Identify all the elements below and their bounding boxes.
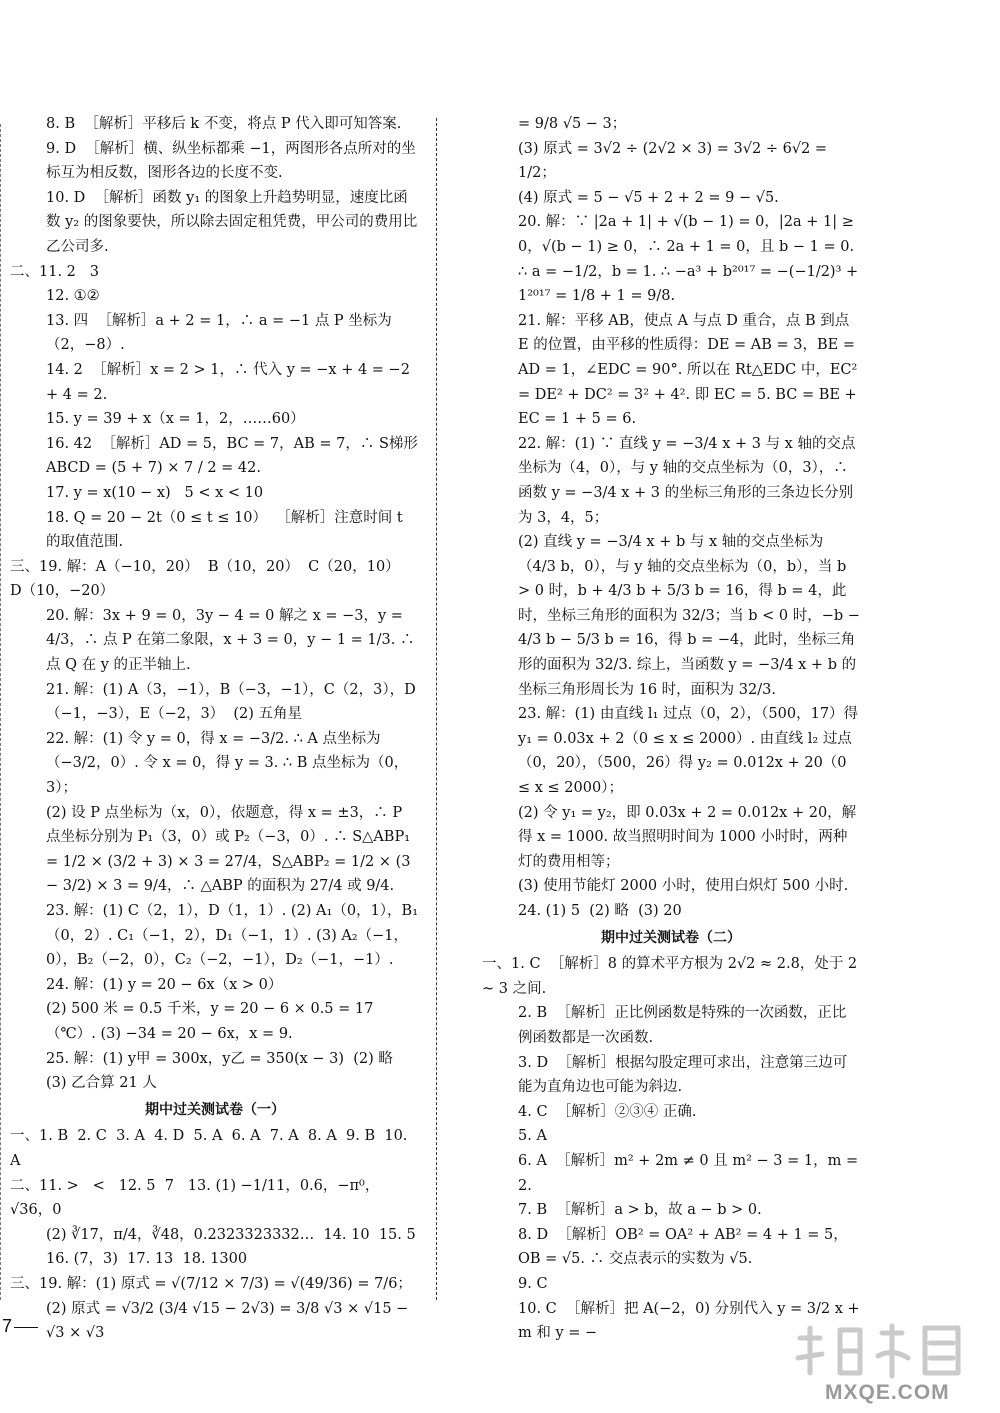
answer-line: 三、19. 解：A（−10，20） B（10，20） C（20，10） D（10，−20） [10, 558, 409, 600]
answer-line: (2) 直线 y = −3/4 x + b 与 x 轴的交点坐标为（4/3 b，0），与 y 轴的交点坐标为（0，b），当 b > 0 时，b + 4/3 b + 5/3 b = 16，得 b = 4，此时，坐标三角形的面积为 32/3；当 b < 0 时，−b − 4/3 b − 5/3 b = 16，得 b = −4，此时，坐标三角形的面积为 32/3. 综上，当函数 y = −3/4 x + b 的坐标三角形周长为 16 时，面积为 32/3. [518, 534, 865, 698]
answer-line: (2) 500 米 = 0.5 千米，y = 20 − 6 × 0.5 = 17（℃）. (3) −34 = 20 − 6x，x = 9. [46, 1001, 374, 1042]
answer-line: 13. 四 ［解析］a + 2 = 1，∴ a = −1 点 P 坐标为（2，−8）. [46, 312, 392, 354]
answer-line: 18. Q = 20 − 2t（0 ≤ t ≤ 10） ［解析］注意时间 t 的取值范围. [46, 509, 408, 551]
answer-line: 8. D ［解析］OB² = OA² + AB² = 4 + 1 = 5，OB = √5. ∴ 交点表示的实数为 √5. [518, 1226, 848, 1268]
answer-line: 10. D ［解析］函数 y₁ 的图象上升趋势明显，速度比函数 y₂ 的图象要快，所以除去固定租凭费，甲公司的费用比乙公司多. [46, 189, 418, 255]
left-margin-guide [0, 124, 1, 1300]
answer-line: 21. 解：平移 AB，使点 A 与点 D 重合，点 B 到点 E 的位置，由平移的性质得：DE = AB = 3，BE = AD = 1，∠EDC = 90°. 所以在 Rt△EDC 中，EC² = DE² + DC² = 3² + 4². 即 EC = 5. BC = BE + EC = 1 + 5 = 6. [518, 312, 862, 428]
answer-line: 二、11. > < 12. 5 7 13. (1) −1/11，0.6，−π⁰，√36，0 [10, 1177, 380, 1219]
left-column [10, 112, 425, 1346]
answer-line: (4) 原式 = 5 − √5 + 2 + 2 = 9 − √5. [518, 189, 779, 206]
answer-line: 9. C [518, 1275, 548, 1292]
answer-line: 3. D ［解析］根据勾股定理可求出，注意第三边可能为直角边也可能为斜边. [518, 1054, 848, 1096]
section-heading: 期中过关测试卷（一） [145, 1101, 285, 1118]
page-number: 7 [2, 1316, 13, 1336]
answer-line: 24. (1) 5 (2) 略 (3) 20 [518, 903, 682, 919]
right-column [482, 112, 865, 1346]
answer-line: 22. 解：(1) 令 y = 0，得 x = −3/2. ∴ A 点坐标为（−3/2，0）. 令 x = 0，得 y = 3. ∴ B 点坐标为（0，3）； [46, 730, 409, 797]
answer-line: (3) 原式 = 3√2 ÷ (2√2 × 3) = 3√2 ÷ 6√2 = 1/2； [518, 140, 832, 182]
answer-line: 10. C ［解析］把 A(−2，0) 分别代入 y = 3/2 x + m 和 y = − [518, 1300, 865, 1342]
answer-line: 14. 2 ［解析］x = 2 > 1，∴ 代入 y = −x + 4 = −2 + 4 = 2. [46, 361, 415, 403]
section-heading: 期中过关测试卷（二） [601, 929, 741, 946]
answer-line: (2) 令 y₁ = y₂，即 0.03x + 2 = 0.012x + 20，解得 x = 1000. 故当照明时间为 1000 小时时，两种灯的费用相等； [518, 804, 857, 870]
answer-line: 8. B ［解析］平移后 k 不变，将点 P 代入即可知答案. [46, 116, 402, 132]
answer-line: 20. 解：∵ |2a + 1| + √(b − 1) = 0，|2a + 1| ≥ 0，√(b − 1) ≥ 0，∴ 2a + 1 = 0，且 b − 1 = 0. ∴ a = −1/2，b = 1. ∴ −a³ + b²⁰¹⁷ = −(−1/2)³ + 1²⁰¹⁷ = 1/8 + 1 = 9/8. [518, 214, 863, 305]
answer-line: 三、19. 解：(1) 原式 = √(7/12 × 7/3) = √(49/36) = 7/6； [10, 1275, 412, 1292]
answer-line: 16. 42 ［解析］AD = 5，BC = 7，AB = 7，∴ S梯形ABCD = (5 + 7) × 7 / 2 = 42. [46, 435, 418, 477]
answer-line: (2) 原式 = √3/2 (3/4 √15 − 2√3) = 3/8 √3 × √15 − √3 × √3 [46, 1300, 413, 1342]
answer-line: 二、11. 2 3 [10, 263, 99, 280]
watermark-text: MXQE.COM [825, 1381, 950, 1404]
answer-line: 17. y = x(10 − x) 5 < x < 10 [46, 484, 264, 501]
answer-line: (2) ∛17，π/4，∛48，0.2323323332… 14. 10 15. 5 16. (7，3) 17. 13 18. 1300 [46, 1226, 425, 1268]
answer-line: 25. 解：(1) y甲 = 300x，y乙 = 350(x − 3) (2) 略 (3) 乙合算 21 人 [46, 1050, 403, 1092]
answer-line: 24. 解：(1) y = 20 − 6x（x > 0） [46, 976, 283, 993]
answer-line: 23. 解：(1) 由直线 l₁ 过点（0，2），（500，17）得 y₁ = 0.03x + 2（0 ≤ x ≤ 2000）. 由直线 l₂ 过点（0，20），（500，26）得 y₂ = 0.012x + 20（0 ≤ x ≤ 2000）； [518, 706, 863, 797]
answer-line: 一、1. C ［解析］8 的算术平方根为 2√2 ≈ 2.8，处于 2 ~ 3 之间. [482, 956, 862, 997]
answer-line: 5. A [518, 1128, 547, 1145]
answer-line: 一、1. B 2. C 3. A 4. D 5. A 6. A 7. A 8. A 9. B 10. A [10, 1128, 413, 1169]
answer-line: = 9/8 √5 − 3； [518, 116, 627, 132]
answer-line: 12. ①② [46, 288, 100, 305]
answer-line: 23. 解：(1) C（2，1），D（1，1）. (2) A₁（0，1），B₁（0，2）. C₁（−1，2），D₁（−1，1）. (3) A₂（−1，0），B₂（−2，0），C₂（−2，−1），D₂（−1，−1）. [46, 903, 419, 969]
answer-line: 6. A ［解析］m² + 2m ≠ 0 且 m² − 3 = 1，m = 2. [518, 1152, 863, 1194]
answer-line: 2. B ［解析］正比例函数是特殊的一次函数，正比例函数都是一次函数. [518, 1005, 847, 1046]
answer-line: (3) 使用节能灯 2000 小时，使用白炽灯 500 小时. [518, 878, 849, 895]
page-number-dash [14, 1327, 38, 1328]
answer-line: 15. y = 39 + x（x = 1，2，……60） [46, 411, 305, 428]
answer-line: 22. 解：(1) ∵ 直线 y = −3/4 x + 3 与 x 轴的交点坐标为（4，0），与 y 轴的交点坐标为（0，3），∴ 函数 y = −3/4 x + 3 的坐标三角形的三条边长分别为 3，4，5； [518, 435, 856, 526]
answer-line: 4. C ［解析］②③④ 正确. [518, 1103, 697, 1120]
answer-line: 21. 解：(1) A（3，−1），B（−3，−1），C（2，3），D（−1，−3），E（−2，3） (2) 五角星 [46, 681, 416, 723]
column-divider [436, 118, 437, 1300]
answer-line: 20. 解：3x + 9 = 0，3y − 4 = 0 解之 x = −3，y = 4/3，∴ 点 P 在第二象限，x + 3 = 0，y − 1 = 1/3. ∴ 点 Q 在 y 的正半轴上. [46, 607, 420, 674]
answer-line: 9. D ［解析］横、纵坐标都乘 −1，两图形各点所对的坐标互为相反数，图形各边的长度不变. [46, 140, 416, 182]
answer-line: (2) 设 P 点坐标为（x，0），依题意，得 x = ±3，∴ P 点坐标分别为 P₁（3，0）或 P₂（−3，0）. ∴ S△ABP₁ = 1/2 × (3/2 + 3) × 3 = 27/4，S△ABP₂ = 1/2 × (3 − 3/2) × 3 = 9/4，∴ △ABP 的面积为 27/4 或 9/4. [46, 804, 416, 895]
answer-line: 7. B ［解析］a > b，故 a − b > 0. [518, 1202, 762, 1219]
